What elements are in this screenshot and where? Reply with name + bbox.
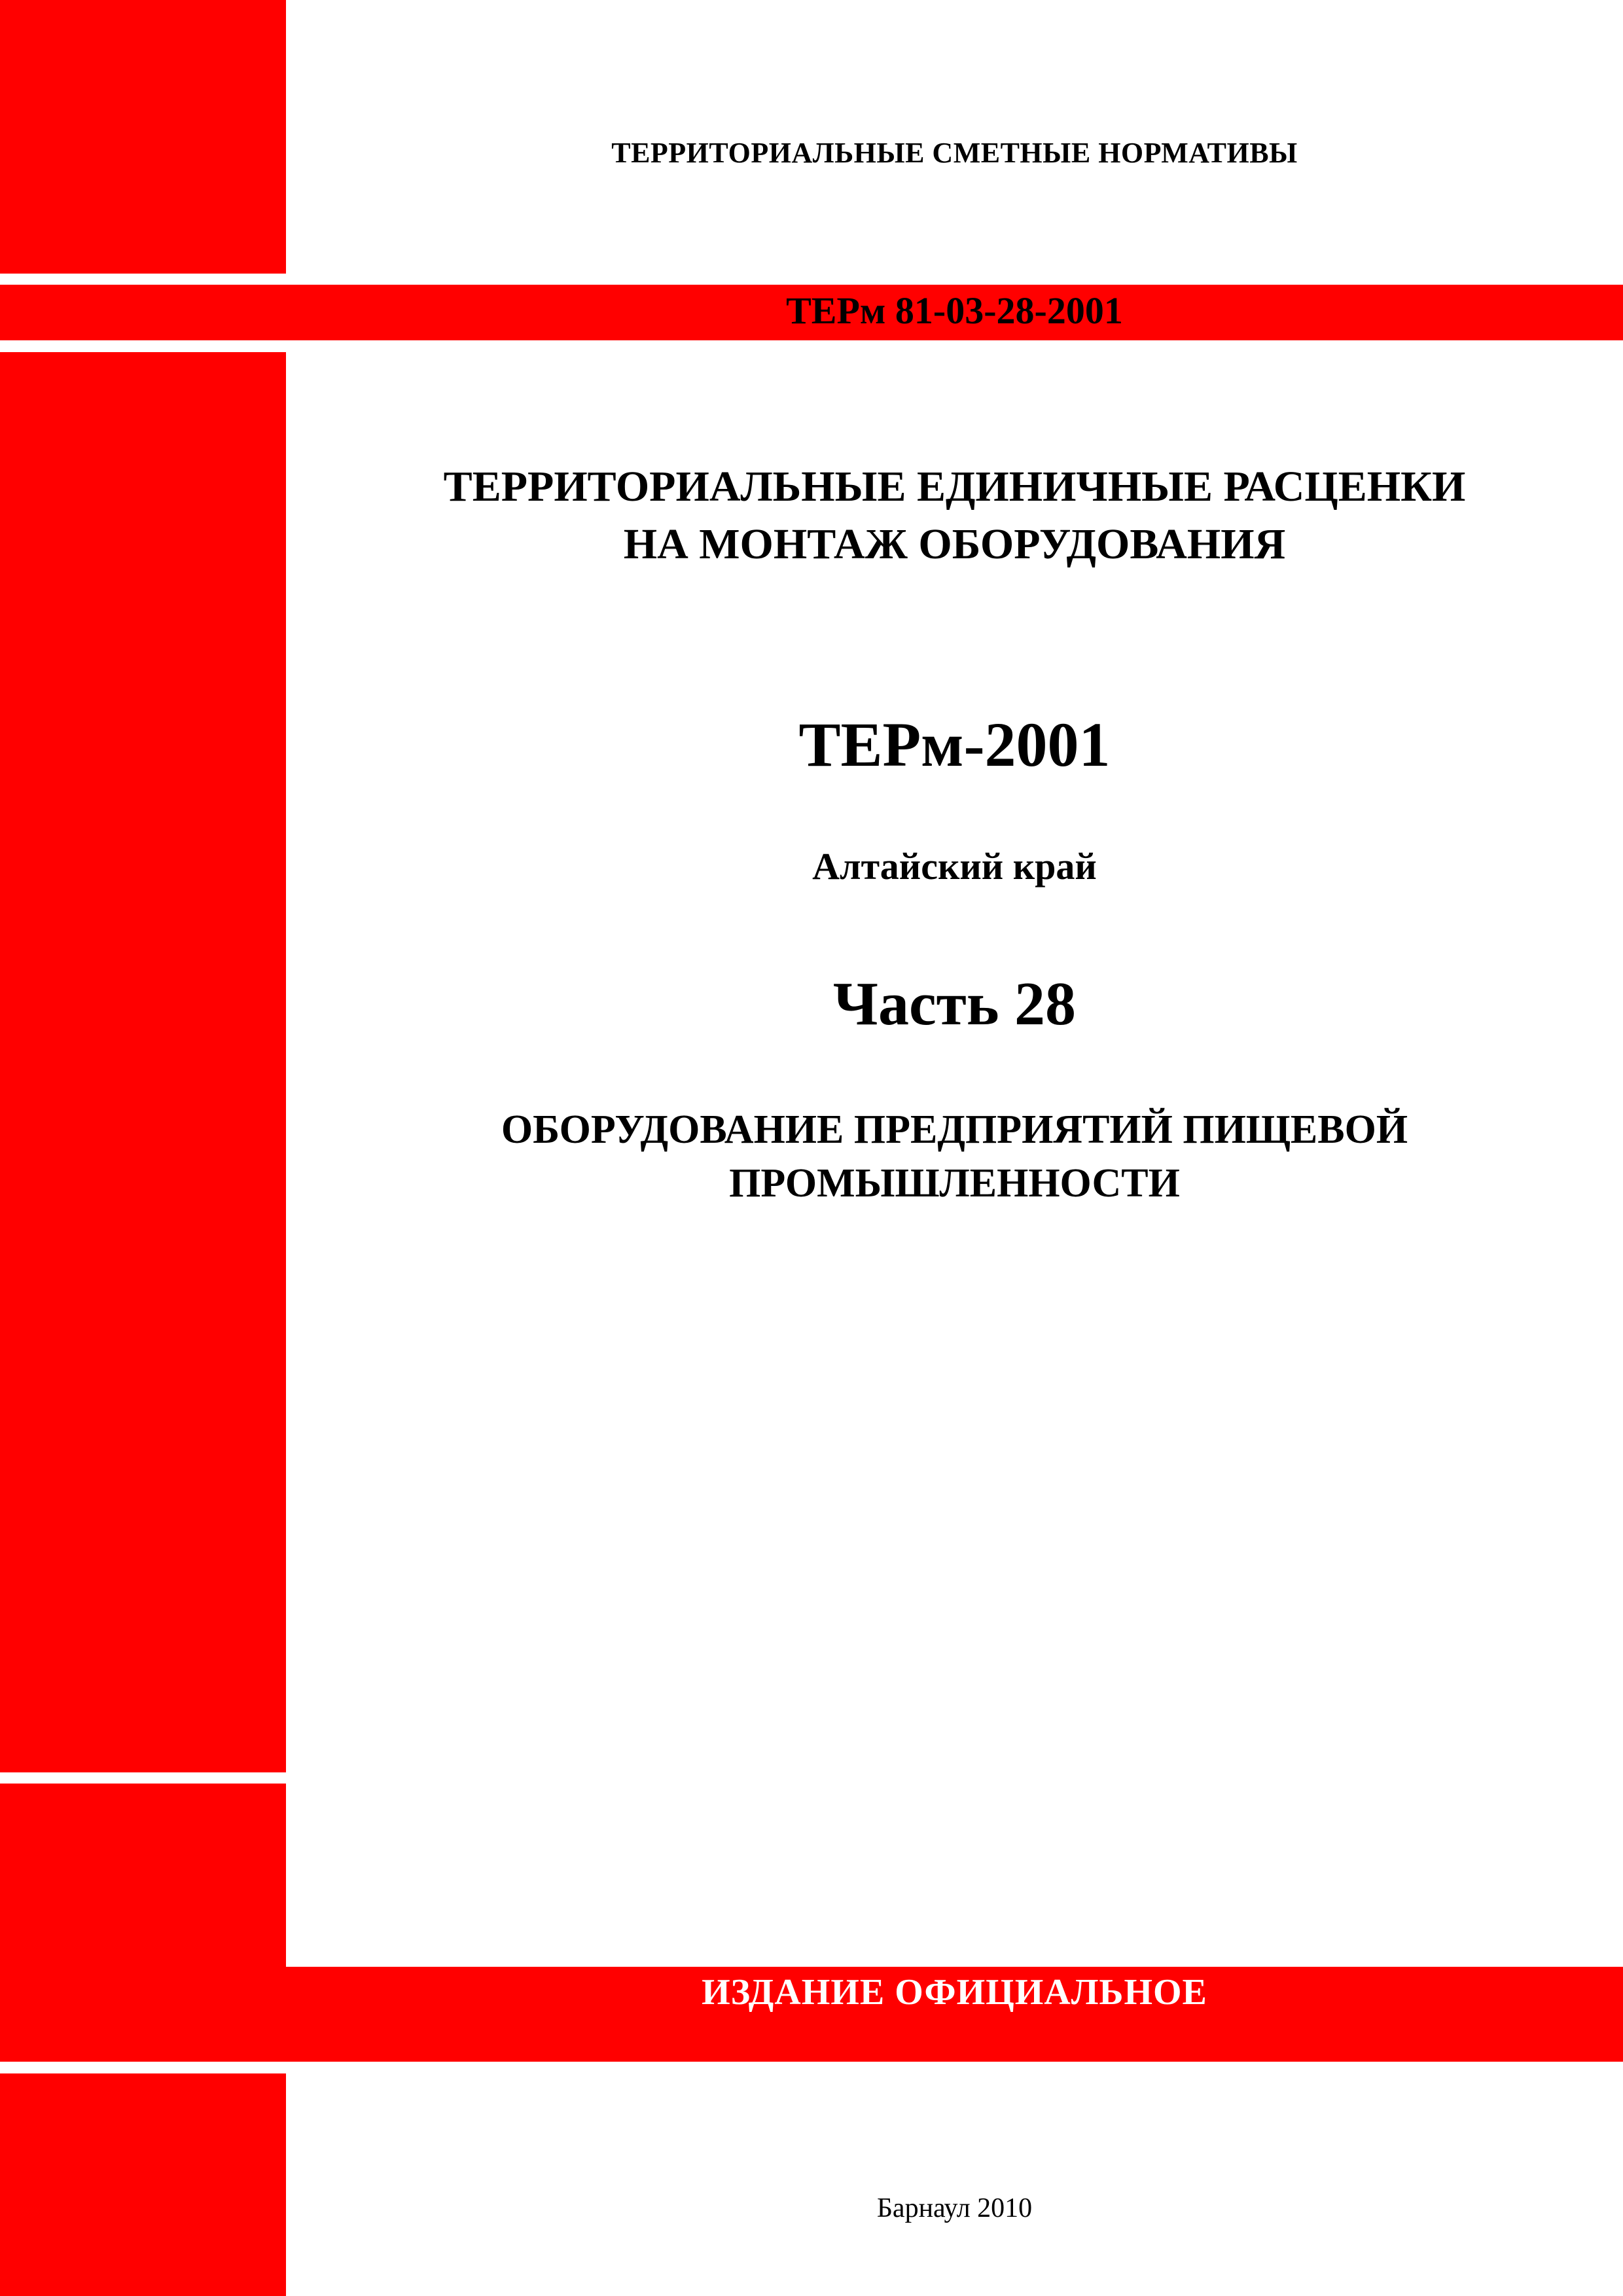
left-red-bar-top (0, 0, 286, 274)
part-number: Часть 28 (832, 970, 1077, 1038)
region: Алтайский край (812, 845, 1097, 888)
series-title: ТЕРРИТОРИАЛЬНЫЕ СМЕТНЫЕ НОРМАТИВЫ (611, 137, 1298, 169)
part-title-line-1: ОБОРУДОВАНИЕ ПРЕДПРИЯТИЙ ПИЩЕВОЙ (501, 1107, 1408, 1152)
short-code: ТЕРм-2001 (798, 709, 1111, 780)
official-edition-label: ИЗДАНИЕ ОФИЦИАЛЬНОЕ (702, 1972, 1207, 2013)
main-title (286, 458, 1623, 573)
main-title-line-1: ТЕРРИТОРИАЛЬНЫЕ ЕДИНИЧНЫЕ РАСЦЕНКИ (443, 463, 1466, 511)
part-title-line-2: ПРОМЫШЛЕННОСТИ (729, 1161, 1180, 1206)
imprint: Барнаул 2010 (876, 2193, 1033, 2223)
left-red-bar-bottom (0, 2073, 286, 2296)
document-code: ТЕРм 81-03-28-2001 (786, 289, 1123, 332)
main-title-line-2: НА МОНТАЖ ОБОРУДОВАНИЯ (623, 520, 1286, 568)
left-red-bar-main (0, 352, 286, 1772)
part-title (286, 1103, 1623, 1210)
left-red-bar-lower (0, 1784, 286, 2062)
